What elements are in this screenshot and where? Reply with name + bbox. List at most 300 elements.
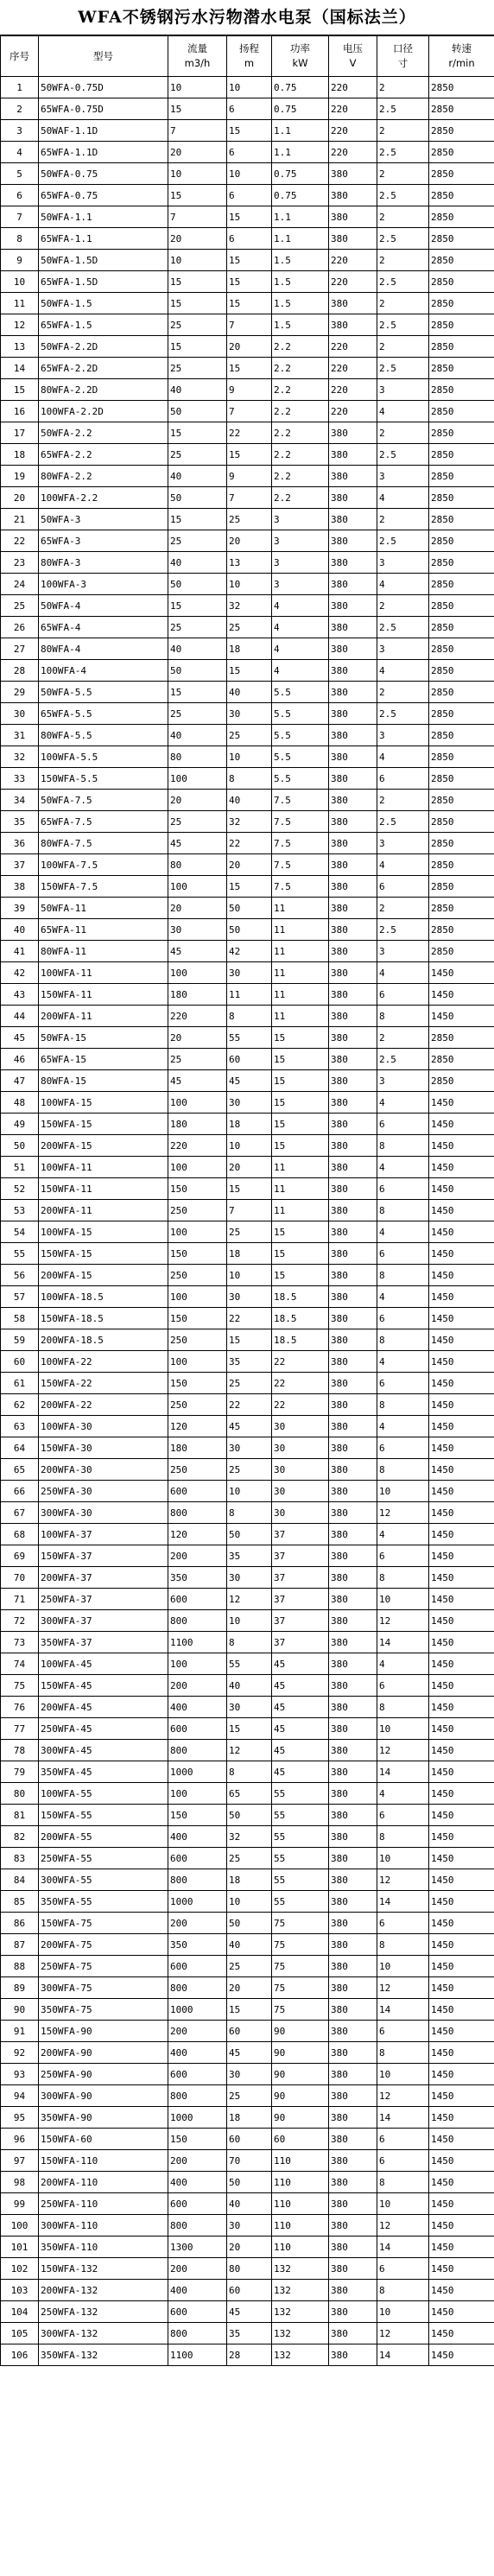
cell-index: 91 [1,2021,39,2042]
cell-index: 49 [1,1114,39,1135]
cell-caliber: 2 [377,790,429,811]
cell-head: 30 [227,2064,272,2085]
cell-caliber: 6 [377,984,429,1006]
cell-flow: 250 [168,1394,227,1416]
cell-flow: 15 [168,682,227,703]
cell-caliber: 6 [377,2258,429,2280]
cell-voltage: 220 [329,120,377,142]
table-row [1,1114,494,1135]
cell-model: 200WFA-11 [39,1200,168,1221]
cell-head: 10 [227,1135,272,1157]
cell-model: 200WFA-37 [39,1567,168,1589]
cell-model: 200WFA-11 [39,1006,168,1027]
cell-power: 1.1 [272,120,329,142]
cell-power: 7.5 [272,790,329,811]
cell-flow: 250 [168,1200,227,1221]
cell-model: 250WFA-55 [39,1848,168,1869]
cell-voltage: 380 [329,163,377,185]
cell-model: 100WFA-37 [39,1524,168,1545]
cell-index: 97 [1,2150,39,2172]
cell-power: 15 [272,1070,329,1092]
cell-caliber: 6 [377,1114,429,1135]
cell-power: 55 [272,1869,329,1891]
cell-power: 30 [272,1416,329,1437]
cell-voltage: 380 [329,682,377,703]
cell-flow: 600 [168,2301,227,2323]
cell-speed: 1450 [429,2042,494,2064]
table-row [1,1653,494,1675]
cell-speed: 2850 [429,314,494,336]
sheet-title: WFA不锈钢污水污物潜水电泵（国标法兰） [0,0,494,35]
cell-model: 80WFA-7.5 [39,833,168,854]
cell-index: 12 [1,314,39,336]
cell-caliber: 4 [377,1286,429,1308]
cell-index: 95 [1,2107,39,2129]
table-row [1,617,494,638]
cell-index: 37 [1,854,39,876]
table-row [1,1178,494,1200]
table-row [1,358,494,379]
cell-speed: 2850 [429,811,494,833]
cell-index: 99 [1,2193,39,2215]
cell-caliber: 14 [377,2107,429,2129]
cell-speed: 1450 [429,1761,494,1783]
table-row [1,898,494,919]
cell-head: 50 [227,919,272,941]
cell-power: 1.1 [272,142,329,163]
table-row [1,682,494,703]
cell-head: 15 [227,1718,272,1740]
cell-voltage: 380 [329,1632,377,1653]
cell-speed: 1450 [429,1265,494,1286]
cell-voltage: 380 [329,2129,377,2150]
cell-head: 18 [227,638,272,660]
cell-power: 37 [272,1524,329,1545]
cell-flow: 150 [168,1373,227,1394]
cell-head: 20 [227,1977,272,1999]
cell-flow: 600 [168,1848,227,1869]
cell-index: 55 [1,1243,39,1265]
table-row [1,1977,494,1999]
cell-flow: 250 [168,1459,227,1481]
table-row [1,401,494,422]
cell-caliber: 4 [377,660,429,682]
table-row [1,379,494,401]
cell-voltage: 380 [329,898,377,919]
cell-voltage: 380 [329,1675,377,1697]
table-row [1,336,494,358]
cell-index: 104 [1,2301,39,2323]
cell-flow: 400 [168,1826,227,1848]
cell-voltage: 380 [329,638,377,660]
cell-index: 7 [1,206,39,228]
cell-head: 8 [227,1632,272,1653]
cell-model: 65WFA-15 [39,1049,168,1070]
table-row [1,185,494,206]
cell-voltage: 380 [329,1589,377,1610]
header-power: 功率 kW [272,36,329,77]
cell-power: 3 [272,530,329,552]
cell-head: 20 [227,854,272,876]
table-row [1,2193,494,2215]
cell-voltage: 380 [329,725,377,746]
cell-power: 5.5 [272,703,329,725]
table-row [1,2301,494,2323]
cell-model: 50WFA-0.75 [39,163,168,185]
cell-head: 30 [227,1437,272,1459]
cell-head: 15 [227,444,272,466]
header-caliber: 口径 寸 [377,36,429,77]
cell-head: 35 [227,2323,272,2344]
cell-caliber: 2.5 [377,271,429,293]
cell-flow: 15 [168,98,227,120]
cell-voltage: 380 [329,768,377,790]
cell-voltage: 380 [329,984,377,1006]
cell-caliber: 10 [377,2193,429,2215]
cell-power: 4 [272,617,329,638]
cell-model: 350WFA-45 [39,1761,168,1783]
cell-head: 25 [227,509,272,530]
cell-head: 10 [227,163,272,185]
cell-head: 25 [227,725,272,746]
cell-speed: 1450 [429,1006,494,1027]
cell-power: 1.5 [272,293,329,314]
cell-model: 200WFA-132 [39,2280,168,2301]
cell-flow: 20 [168,228,227,250]
cell-head: 20 [227,336,272,358]
cell-flow: 40 [168,466,227,487]
cell-voltage: 380 [329,1049,377,1070]
cell-power: 18.5 [272,1329,329,1351]
cell-head: 20 [227,530,272,552]
cell-model: 65WFA-1.5 [39,314,168,336]
cell-index: 80 [1,1783,39,1805]
cell-power: 15 [272,1114,329,1135]
header-index: 序号 [1,36,39,77]
header-voltage: 电压 V [329,36,377,77]
cell-caliber: 3 [377,638,429,660]
cell-speed: 1450 [429,1675,494,1697]
cell-speed: 1450 [429,2107,494,2129]
cell-power: 3 [272,574,329,595]
table-row [1,790,494,811]
table-row [1,1826,494,1848]
cell-head: 15 [227,876,272,898]
cell-power: 11 [272,962,329,984]
cell-caliber: 6 [377,1308,429,1329]
cell-index: 52 [1,1178,39,1200]
cell-power: 90 [272,2064,329,2085]
cell-caliber: 4 [377,1783,429,1805]
cell-voltage: 380 [329,1092,377,1114]
cell-power: 110 [272,2237,329,2258]
cell-voltage: 380 [329,1200,377,1221]
cell-voltage: 380 [329,790,377,811]
cell-model: 200WFA-90 [39,2042,168,2064]
cell-index: 77 [1,1718,39,1740]
cell-caliber: 8 [377,1934,429,1956]
cell-index: 73 [1,1632,39,1653]
cell-head: 60 [227,2280,272,2301]
cell-head: 25 [227,617,272,638]
cell-flow: 10 [168,77,227,98]
table-row [1,444,494,466]
cell-caliber: 2.5 [377,811,429,833]
table-row [1,1200,494,1221]
cell-power: 2.2 [272,466,329,487]
cell-power: 75 [272,1999,329,2021]
cell-power: 37 [272,1545,329,1567]
cell-model: 250WFA-45 [39,1718,168,1740]
cell-speed: 1450 [429,2193,494,2215]
cell-model: 50WFA-1.1 [39,206,168,228]
cell-model: 100WFA-15 [39,1092,168,1114]
cell-power: 132 [272,2344,329,2366]
cell-speed: 1450 [429,1459,494,1481]
cell-head: 30 [227,1567,272,1589]
cell-index: 5 [1,163,39,185]
cell-index: 35 [1,811,39,833]
cell-caliber: 6 [377,876,429,898]
cell-power: 90 [272,2085,329,2107]
cell-power: 30 [272,1481,329,1502]
cell-voltage: 380 [329,962,377,984]
table-row [1,941,494,962]
cell-speed: 1450 [429,1934,494,1956]
cell-model: 50WFA-2.2 [39,422,168,444]
cell-caliber: 2.5 [377,617,429,638]
cell-flow: 15 [168,293,227,314]
cell-head: 15 [227,250,272,271]
cell-caliber: 2.5 [377,98,429,120]
cell-flow: 200 [168,1675,227,1697]
cell-power: 37 [272,1567,329,1589]
table-row [1,1589,494,1610]
cell-power: 90 [272,2021,329,2042]
cell-flow: 1100 [168,1632,227,1653]
cell-flow: 100 [168,962,227,984]
cell-flow: 400 [168,1697,227,1718]
cell-voltage: 380 [329,1437,377,1459]
cell-head: 50 [227,898,272,919]
cell-index: 59 [1,1329,39,1351]
cell-speed: 2850 [429,206,494,228]
cell-power: 15 [272,1221,329,1243]
cell-head: 6 [227,142,272,163]
cell-head: 50 [227,1805,272,1826]
table-row [1,660,494,682]
cell-voltage: 380 [329,1783,377,1805]
cell-power: 2.2 [272,379,329,401]
cell-voltage: 380 [329,509,377,530]
cell-voltage: 380 [329,2064,377,2085]
cell-speed: 1450 [429,2150,494,2172]
cell-model: 150WFA-75 [39,1913,168,1934]
table-row [1,1286,494,1308]
cell-head: 10 [227,77,272,98]
cell-caliber: 8 [377,1697,429,1718]
cell-power: 1.5 [272,314,329,336]
cell-caliber: 4 [377,1092,429,1114]
table-row [1,2172,494,2193]
cell-power: 132 [272,2258,329,2280]
cell-head: 15 [227,1999,272,2021]
cell-voltage: 380 [329,1394,377,1416]
table-row [1,854,494,876]
table-row [1,1761,494,1783]
cell-caliber: 14 [377,2237,429,2258]
cell-power: 2.2 [272,422,329,444]
cell-index: 36 [1,833,39,854]
cell-head: 15 [227,358,272,379]
table-row [1,530,494,552]
cell-voltage: 380 [329,1869,377,1891]
cell-voltage: 380 [329,552,377,574]
cell-power: 75 [272,1913,329,1934]
cell-caliber: 4 [377,1157,429,1178]
cell-voltage: 380 [329,1891,377,1913]
cell-speed: 1450 [429,1178,494,1200]
table-row [1,1481,494,1502]
cell-model: 300WFA-75 [39,1977,168,1999]
table-row [1,2323,494,2344]
cell-flow: 400 [168,2280,227,2301]
cell-speed: 1450 [429,2172,494,2193]
cell-voltage: 380 [329,1006,377,1027]
cell-speed: 1450 [429,1221,494,1243]
cell-model: 50WFA-11 [39,898,168,919]
cell-model: 65WFA-1.1D [39,142,168,163]
cell-voltage: 220 [329,379,377,401]
cell-model: 300WFA-55 [39,1869,168,1891]
cell-model: 350WFA-55 [39,1891,168,1913]
cell-index: 30 [1,703,39,725]
table-row [1,725,494,746]
table-row [1,1416,494,1437]
cell-power: 4 [272,595,329,617]
cell-voltage: 380 [329,876,377,898]
cell-model: 50WFA-1.5D [39,250,168,271]
cell-model: 150WFA-55 [39,1805,168,1826]
cell-flow: 150 [168,1805,227,1826]
cell-caliber: 14 [377,1761,429,1783]
cell-speed: 2850 [429,552,494,574]
cell-speed: 1450 [429,2280,494,2301]
cell-head: 8 [227,768,272,790]
cell-power: 45 [272,1740,329,1761]
cell-model: 65WFA-2.2 [39,444,168,466]
table-row [1,271,494,293]
cell-flow: 80 [168,746,227,768]
cell-power: 15 [272,1049,329,1070]
cell-head: 25 [227,2085,272,2107]
cell-caliber: 6 [377,1545,429,1567]
cell-voltage: 380 [329,1114,377,1135]
cell-speed: 1450 [429,1589,494,1610]
cell-voltage: 380 [329,228,377,250]
cell-caliber: 2 [377,1027,429,1049]
cell-power: 7.5 [272,876,329,898]
table-row [1,1718,494,1740]
cell-voltage: 380 [329,2301,377,2323]
cell-speed: 1450 [429,1394,494,1416]
cell-caliber: 4 [377,1351,429,1373]
cell-voltage: 380 [329,1761,377,1783]
cell-speed: 2850 [429,336,494,358]
cell-power: 37 [272,1610,329,1632]
cell-index: 92 [1,2042,39,2064]
table-row [1,2129,494,2150]
cell-flow: 600 [168,1956,227,1977]
cell-speed: 1450 [429,1092,494,1114]
cell-model: 65WFA-0.75D [39,98,168,120]
cell-index: 22 [1,530,39,552]
cell-model: 200WFA-55 [39,1826,168,1848]
cell-head: 18 [227,1243,272,1265]
cell-power: 11 [272,1200,329,1221]
cell-caliber: 8 [377,2280,429,2301]
cell-head: 32 [227,811,272,833]
cell-flow: 120 [168,1416,227,1437]
cell-speed: 2850 [429,660,494,682]
cell-power: 132 [272,2301,329,2323]
cell-caliber: 2.5 [377,314,429,336]
cell-model: 150WFA-90 [39,2021,168,2042]
cell-head: 65 [227,1783,272,1805]
cell-voltage: 380 [329,1610,377,1632]
cell-index: 74 [1,1653,39,1675]
table-row [1,746,494,768]
cell-head: 22 [227,1394,272,1416]
cell-flow: 200 [168,2150,227,2172]
cell-flow: 180 [168,984,227,1006]
cell-flow: 30 [168,919,227,941]
cell-flow: 15 [168,422,227,444]
cell-model: 100WFA-18.5 [39,1286,168,1308]
table-row [1,1913,494,1934]
cell-flow: 600 [168,2193,227,2215]
table-row [1,1049,494,1070]
table-row [1,1265,494,1286]
cell-speed: 2850 [429,574,494,595]
cell-model: 100WFA-7.5 [39,854,168,876]
cell-voltage: 220 [329,336,377,358]
cell-flow: 20 [168,898,227,919]
cell-model: 150WFA-45 [39,1675,168,1697]
table-row [1,919,494,941]
cell-head: 35 [227,1545,272,1567]
cell-head: 10 [227,1265,272,1286]
cell-speed: 2850 [429,833,494,854]
cell-voltage: 380 [329,833,377,854]
cell-caliber: 10 [377,1718,429,1740]
cell-voltage: 380 [329,444,377,466]
cell-voltage: 380 [329,1567,377,1589]
cell-index: 89 [1,1977,39,1999]
cell-flow: 50 [168,487,227,509]
cell-index: 60 [1,1351,39,1373]
cell-power: 2.2 [272,444,329,466]
cell-speed: 1450 [429,1697,494,1718]
cell-power: 22 [272,1394,329,1416]
cell-flow: 20 [168,790,227,811]
cell-head: 45 [227,1416,272,1437]
cell-flow: 150 [168,1243,227,1265]
cell-voltage: 220 [329,98,377,120]
table-row [1,1848,494,1869]
cell-model: 300WFA-132 [39,2323,168,2344]
cell-caliber: 12 [377,1740,429,1761]
